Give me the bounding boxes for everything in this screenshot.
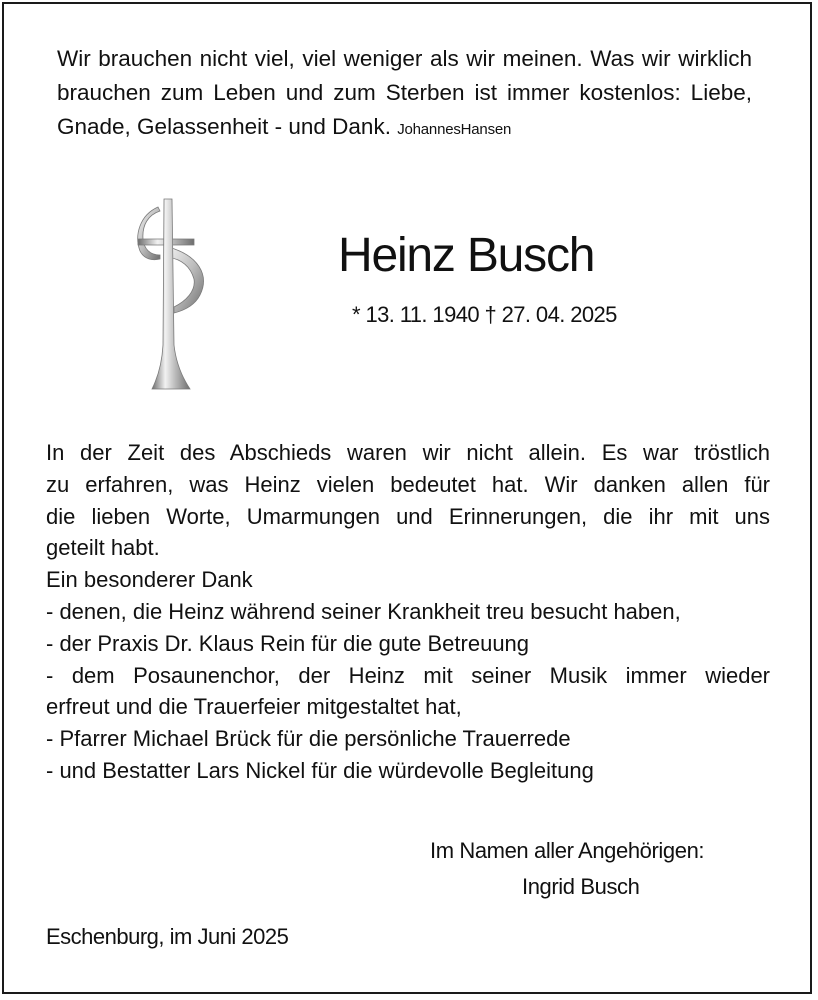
- quote-author: JohannesHansen: [397, 121, 512, 138]
- cross-anchor-icon: [128, 195, 218, 395]
- text-line: In der Zeit des Abschieds waren wir nicht allein. Es war tröstlich: [46, 440, 770, 465]
- quote-line: Wir brauchen nicht viel, viel weniger als wir meinen. Was wir: [57, 46, 679, 71]
- quote-line: kostenlos: Liebe, Gnade, Gelassenheit - und Dank.: [57, 80, 752, 139]
- quote-block: [57, 42, 752, 147]
- signature-intro: Im Namen aller Angehörigen:: [430, 838, 705, 863]
- place-date: Eschenburg, im Juni 2025: [46, 924, 289, 949]
- signature-name: Ingrid Busch: [522, 874, 640, 899]
- text-line: - Pfarrer Michael Brück für die persönliche Trauerrede: [46, 726, 571, 752]
- text-line: - der Praxis Dr. Klaus Rein für die gute Betreuung: [46, 630, 530, 656]
- deceased-name: Heinz Busch: [338, 229, 595, 282]
- text-line: geteilt habt.: [46, 535, 160, 561]
- thanks-text: [46, 437, 770, 787]
- text-line: zu erfahren, was Heinz vielen bedeutet hat. Wir danken allen für: [46, 471, 770, 497]
- life-dates: * 13. 11. 1940 † 27. 04. 2025: [352, 302, 617, 327]
- text-line: - dem Posaunenchor, der Heinz mit seiner Musik immer wieder: [46, 662, 770, 688]
- text-line: die lieben Worte, Umarmungen und Erinnerungen, die ihr mit uns: [46, 503, 770, 529]
- text-line: - denen, die Heinz während seiner Krankheit treu besucht haben,: [46, 598, 681, 624]
- text-line: erfreut und die Trauerfeier mitgestaltet hat,: [46, 694, 462, 720]
- text-line: Ein besonderer Dank: [46, 567, 253, 593]
- text-line: - und Bestatter Lars Nickel für die würdevolle Begleitung: [46, 757, 594, 783]
- quote-line: wirklich brauchen zum Leben und zum Sterben ist immer: [57, 46, 752, 105]
